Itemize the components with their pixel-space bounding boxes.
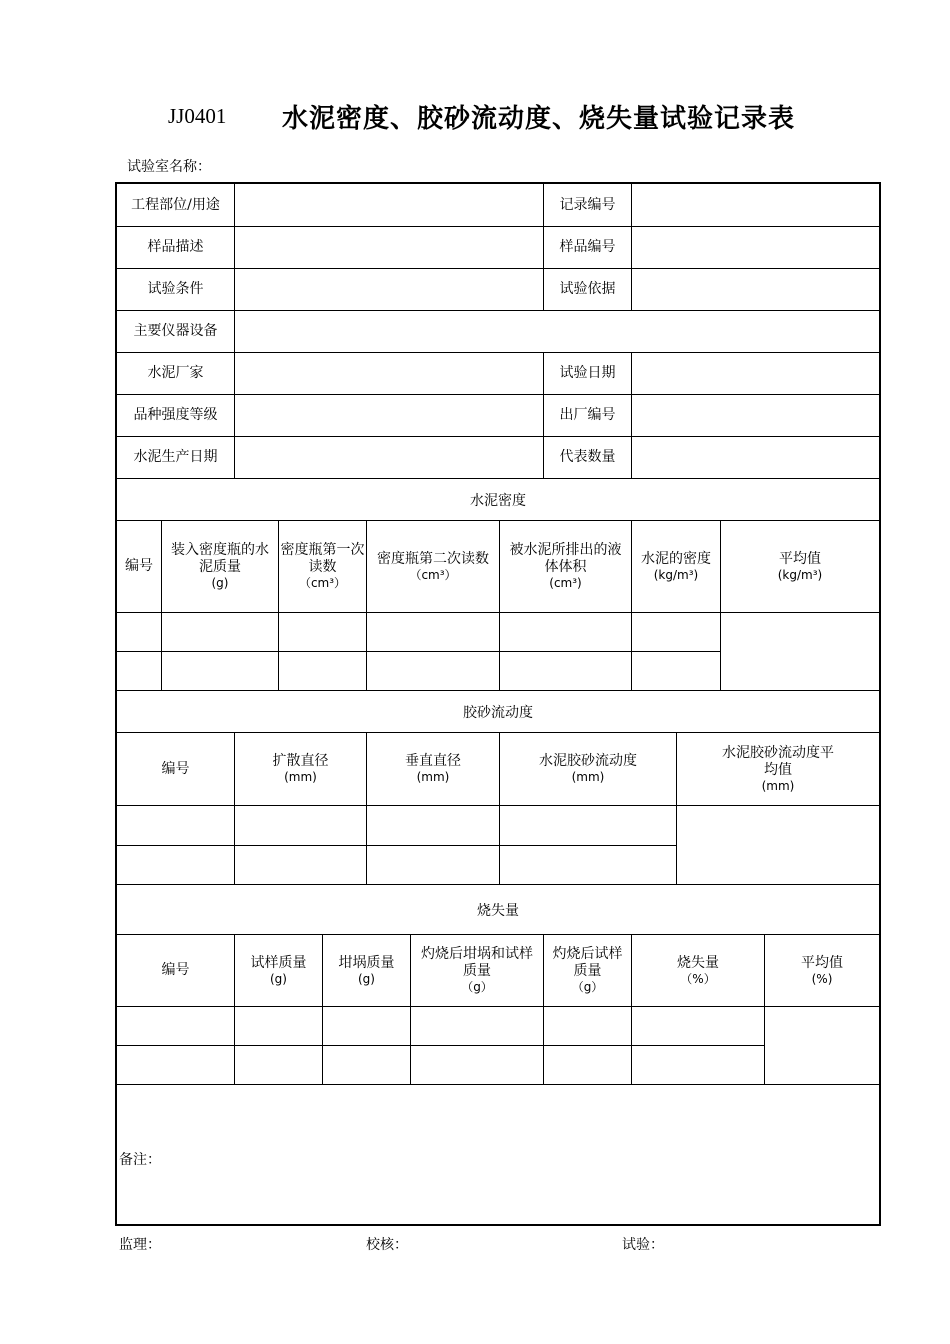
density-r1-second[interactable]: [367, 612, 500, 651]
fluidity-col-no: 编号: [117, 732, 235, 805]
density-r2-mass[interactable]: [162, 651, 279, 690]
density-col-no: 编号: [117, 520, 162, 612]
title-row: [0, 96, 950, 136]
ignition-r1-no[interactable]: [117, 1006, 235, 1045]
ignition-r1-loss[interactable]: [632, 1006, 765, 1045]
label-sample-no: 样品编号: [544, 226, 632, 268]
fluidity-r1-spread[interactable]: [235, 805, 367, 845]
density-r1-mass[interactable]: [162, 612, 279, 651]
fluidity-col-vertical: 垂直直径 (mm): [367, 732, 500, 805]
ignition-col-crucible: 坩埚质量 (g): [323, 934, 411, 1006]
density-r2-second[interactable]: [367, 651, 500, 690]
label-test-condition: 试验条件: [117, 268, 235, 310]
field-test-date[interactable]: [632, 352, 879, 394]
ignition-r2-no[interactable]: [117, 1045, 235, 1084]
ignition-col-no: 编号: [117, 934, 235, 1006]
fluidity-section-title: 胶砂流动度: [117, 690, 879, 732]
remarks-area[interactable]: [117, 1084, 879, 1224]
fluidity-col-avg: 水泥胶砂流动度平均值 (mm): [677, 732, 879, 805]
ignition-col-after-sample: 灼烧后试样质量 （g）: [544, 934, 632, 1006]
field-production-date[interactable]: [235, 436, 544, 478]
label-project-part: 工程部位/用途: [117, 184, 235, 226]
checker-label: 校核：: [366, 1237, 408, 1253]
label-quantity: 代表数量: [544, 436, 632, 478]
ignition-avg-value[interactable]: [765, 1006, 879, 1084]
ignition-section-title: 烧失量: [117, 884, 879, 934]
label-production-date: 水泥生产日期: [117, 436, 235, 478]
density-col-avg: 平均值 (kg/m³): [721, 520, 879, 612]
density-r1-density[interactable]: [632, 612, 721, 651]
supervisor-label: 监理：: [119, 1237, 161, 1253]
fluidity-r2-vertical[interactable]: [367, 845, 500, 884]
density-col-volume: 被水泥所排出的液体体积 (cm³): [500, 520, 632, 612]
ignition-col-sample: 试样质量 (g): [235, 934, 323, 1006]
density-r1-no[interactable]: [117, 612, 162, 651]
density-col-mass: 装入密度瓶的水泥质量 (g): [162, 520, 279, 612]
label-test-date: 试验日期: [544, 352, 632, 394]
density-r2-volume[interactable]: [500, 651, 632, 690]
ignition-r1-after-sample[interactable]: [544, 1006, 632, 1045]
field-sample-desc[interactable]: [235, 226, 544, 268]
density-avg-value[interactable]: [721, 612, 879, 690]
fluidity-r2-spread[interactable]: [235, 845, 367, 884]
density-r2-density[interactable]: [632, 651, 721, 690]
fluidity-r2-fluidity[interactable]: [500, 845, 677, 884]
fluidity-col-spread: 扩散直径 (mm): [235, 732, 367, 805]
label-record-no: 记录编号: [544, 184, 632, 226]
ignition-r2-sample[interactable]: [235, 1045, 323, 1084]
label-grade: 品种强度等级: [117, 394, 235, 436]
label-sample-desc: 样品描述: [117, 226, 235, 268]
density-r2-first[interactable]: [279, 651, 367, 690]
fluidity-r1-vertical[interactable]: [367, 805, 500, 845]
fluidity-r1-no[interactable]: [117, 805, 235, 845]
lab-name-label: 试验室名称：: [127, 159, 211, 175]
fluidity-r1-fluidity[interactable]: [500, 805, 677, 845]
tester-label: 试验：: [622, 1237, 664, 1253]
density-r2-no[interactable]: [117, 651, 162, 690]
label-test-basis: 试验依据: [544, 268, 632, 310]
fluidity-col-fluidity: 水泥胶砂流动度 (mm): [500, 732, 677, 805]
fluidity-r2-no[interactable]: [117, 845, 235, 884]
field-main-equipment[interactable]: [235, 310, 879, 352]
field-record-no[interactable]: [632, 184, 879, 226]
form-code: JJ0401: [168, 104, 227, 128]
field-sample-no[interactable]: [632, 226, 879, 268]
ignition-r2-loss[interactable]: [632, 1045, 765, 1084]
ignition-r1-sample[interactable]: [235, 1006, 323, 1045]
page-title: 水泥密度、胶砂流动度、烧失量试验记录表: [282, 104, 796, 134]
field-project-part[interactable]: [235, 184, 544, 226]
ignition-r2-after[interactable]: [411, 1045, 544, 1084]
ignition-col-after: 灼烧后坩埚和试样质量 （g）: [411, 934, 544, 1006]
field-test-basis[interactable]: [632, 268, 879, 310]
ignition-r1-crucible[interactable]: [323, 1006, 411, 1045]
field-factory-no[interactable]: [632, 394, 879, 436]
density-col-first: 密度瓶第一次读数 （cm³）: [279, 520, 367, 612]
density-r1-first[interactable]: [279, 612, 367, 651]
density-col-second: 密度瓶第二次读数 （cm³）: [367, 520, 500, 612]
ignition-r2-crucible[interactable]: [323, 1045, 411, 1084]
field-quantity[interactable]: [632, 436, 879, 478]
label-factory-no: 出厂编号: [544, 394, 632, 436]
ignition-col-avg: 平均值 (%): [765, 934, 879, 1006]
record-sheet: [115, 182, 881, 1226]
field-cement-factory[interactable]: [235, 352, 544, 394]
remarks-label: 备注：: [119, 1152, 161, 1168]
label-cement-factory: 水泥厂家: [117, 352, 235, 394]
fluidity-avg-value[interactable]: [677, 805, 879, 884]
ignition-col-loss: 烧失量 （%）: [632, 934, 765, 1006]
density-col-density: 水泥的密度 (kg/m³): [632, 520, 721, 612]
field-grade[interactable]: [235, 394, 544, 436]
ignition-r1-after[interactable]: [411, 1006, 544, 1045]
density-r1-volume[interactable]: [500, 612, 632, 651]
ignition-r2-after-sample[interactable]: [544, 1045, 632, 1084]
field-test-condition[interactable]: [235, 268, 544, 310]
density-section-title: 水泥密度: [117, 478, 879, 520]
label-main-equipment: 主要仪器设备: [117, 310, 235, 352]
